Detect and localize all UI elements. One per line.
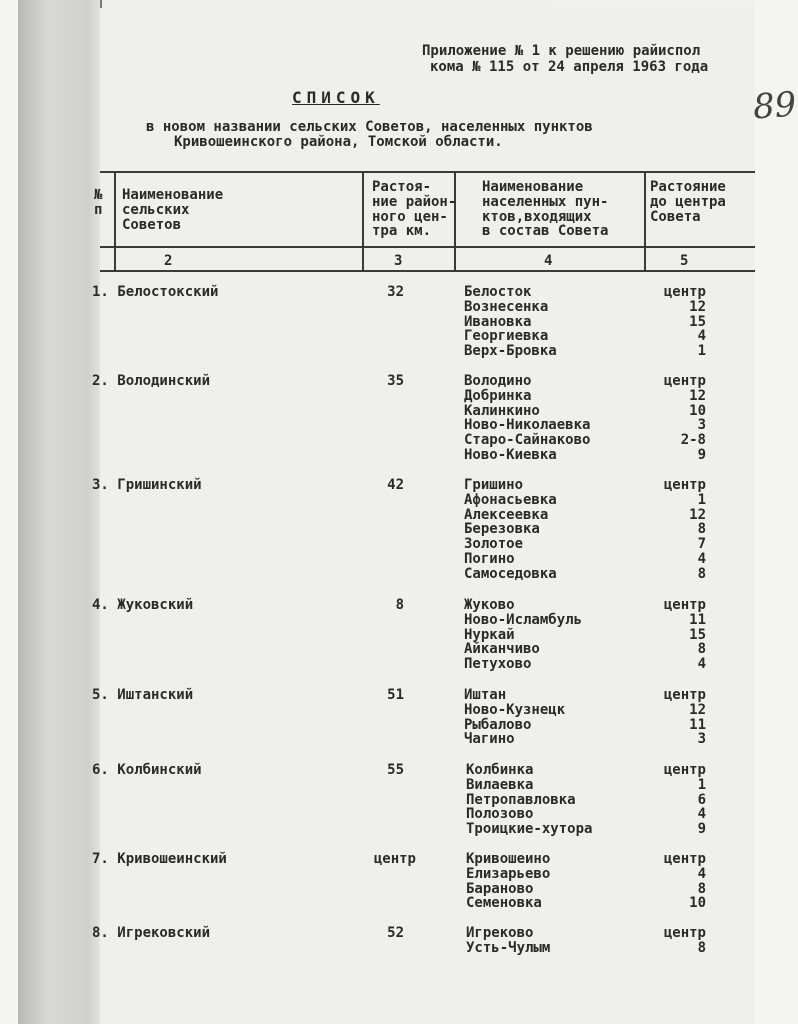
binding-edge [18, 0, 102, 1024]
settlement-name: Петухово [464, 656, 532, 673]
settlement-distance-list: центр 4 8 10 [663, 851, 706, 912]
settlement-name: Ново-Николаевка [464, 417, 591, 434]
settlement-distance-list: центр 12 15 4 1 [663, 284, 706, 360]
council-name: 6. Колбинский [92, 762, 202, 778]
settlement-name: Ивановка [464, 313, 532, 330]
settlement-list [464, 598, 582, 672]
settlement-list [464, 688, 565, 747]
settlement-name: Игреково [466, 925, 534, 941]
header-col-number: № п [94, 187, 103, 218]
settlement-name: Петропавловка [466, 791, 576, 808]
settlement-name: Айканчиво [464, 641, 540, 658]
header-council-distance: Растояние до центра Совета [650, 179, 726, 225]
settlement-name: Георгиевка [464, 328, 549, 345]
column-divider-1 [114, 171, 116, 272]
district-distance: 52 [387, 925, 404, 941]
document-title: СПИСОК [292, 88, 380, 107]
settlement-distance-list: центр 12 10 3 2-8 9 [663, 373, 706, 463]
settlement-list [464, 374, 590, 463]
header-line-1: Приложение № 1 к решению райиспол [422, 43, 701, 59]
settlement-list [466, 763, 592, 837]
district-distance: центр [373, 851, 416, 867]
column-number-2: 2 [164, 253, 173, 269]
settlement-name: Кривошеино [466, 851, 551, 867]
settlement-name: Самоседовка [464, 565, 557, 582]
settlement-name: Володино [464, 373, 532, 389]
document-sheet [92, 8, 798, 1024]
council-name: 8. Игрековский [92, 925, 211, 941]
table-top-line [100, 171, 755, 173]
column-number-5: 5 [680, 253, 689, 269]
settlement-name: Иштан [464, 687, 507, 703]
district-distance: 32 [387, 284, 404, 300]
council-name: 1. Белостокский [92, 284, 219, 300]
settlement-name: Калинкино [464, 402, 540, 419]
settlement-name: Жуково [464, 597, 515, 613]
settlement-name: Афонасьевка [464, 491, 557, 508]
settlement-name: Ново-Киевка [464, 446, 557, 463]
column-number-4: 4 [544, 253, 553, 269]
settlement-list [466, 852, 550, 911]
district-distance: 42 [387, 477, 404, 493]
district-distance: 35 [387, 373, 404, 389]
settlement-distance-list: центр 1 6 4 9 [663, 762, 706, 838]
settlement-name: Барaнoво [466, 880, 534, 897]
council-name: 4. Жуковский [92, 597, 194, 613]
settlement-name: Старо-Сайнаково [464, 432, 591, 449]
settlement-name: Троицкие-хутора [466, 821, 593, 838]
settlement-name: Золотое [464, 536, 524, 553]
settlement-name: Полозово [466, 806, 534, 823]
settlement-name: Елизарьево [466, 865, 551, 882]
page-number: 89 [751, 84, 798, 128]
council-name: 5. Иштанский [92, 687, 194, 703]
settlement-name: Верх-Бровка [464, 343, 557, 360]
settlement-name: Погино [464, 550, 515, 567]
settlement-name: Усть-Чулым [466, 939, 551, 956]
settlement-name: Белосток [464, 284, 532, 300]
header-settlement-name: Наименование населенных пун- ктов,входящих в состав Совета [482, 179, 609, 240]
district-distance: 51 [387, 687, 404, 703]
settlement-name: Вилаевка [466, 776, 534, 793]
column-number-line [100, 270, 755, 272]
header-bottom-line [100, 246, 755, 248]
settlement-distance-list: центр 8 [663, 925, 706, 956]
header-line-2: кома № 115 от 24 апреля 1963 года [430, 59, 709, 75]
settlement-distance-list: центр 12 11 3 [663, 687, 706, 748]
settlement-list [464, 478, 557, 582]
column-number-3: 3 [394, 253, 403, 269]
settlement-name: Чагино [464, 731, 515, 748]
settlement-list [466, 926, 550, 956]
council-name: 7. Кривошеинский [92, 851, 227, 867]
header-district-distance: Растоя- ние район- ного цен- тра км. [372, 179, 457, 240]
subtitle-line-2: Кривошеинского района, Томской области. [174, 134, 503, 150]
settlement-name: Добринка [464, 387, 532, 404]
settlement-name: Алексеевка [464, 506, 549, 523]
settlement-distance-list: центр 1 12 8 7 4 8 [663, 477, 706, 582]
settlement-name: Ново-Исламбуль [464, 611, 583, 628]
settlement-list [464, 285, 557, 359]
settlement-name: Вознесенка [464, 298, 549, 315]
district-distance: 8 [395, 597, 404, 613]
settlement-distance-list: центр 11 15 8 4 [663, 597, 706, 673]
settlement-name: Гришино [464, 477, 524, 493]
settlement-name: Нуркай [464, 626, 515, 643]
settlement-name: Рыбалово [464, 716, 532, 733]
council-name: 2. Володинский [92, 373, 211, 389]
settlement-name: Семеновка [466, 895, 542, 912]
header-council-name: Наименование сельских Советов [122, 187, 224, 233]
settlement-name: Ново-Кузнецк [464, 701, 566, 718]
council-name: 3. Гришинский [92, 477, 202, 493]
column-divider-2 [362, 171, 364, 272]
district-distance: 55 [387, 762, 404, 778]
settlement-name: Колбинка [466, 762, 534, 778]
settlement-name: Березовка [464, 521, 540, 538]
column-divider-4 [644, 171, 646, 272]
subtitle-line-1: в новом названии сельских Советов, населенных пунктов [146, 119, 593, 135]
